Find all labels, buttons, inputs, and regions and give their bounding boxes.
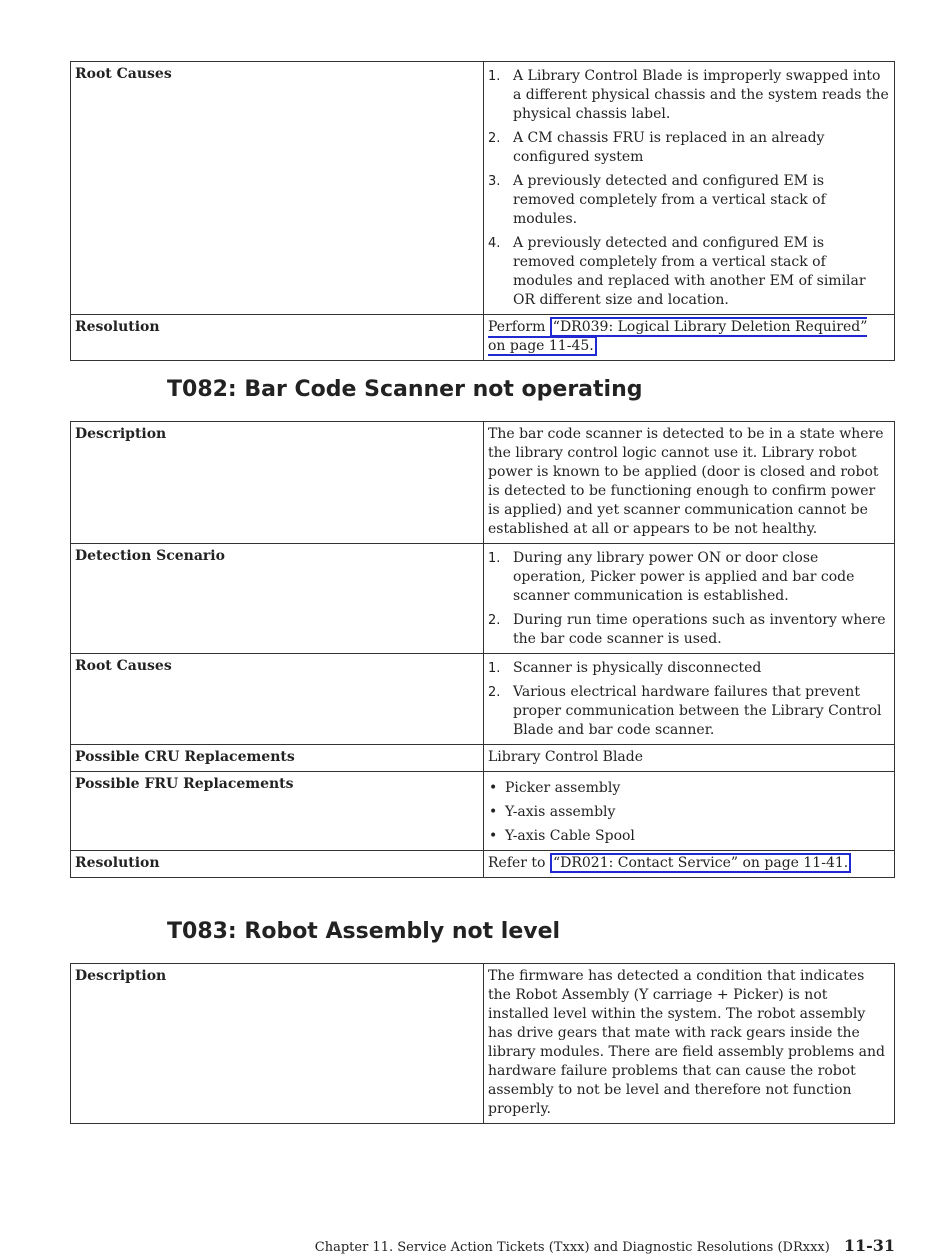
table-row bbox=[71, 544, 895, 654]
page-number: 11-31 bbox=[843, 1236, 895, 1255]
table-row: Resolution Refer to “DR021: Contact Service” on page 11-41. bbox=[71, 851, 895, 878]
root-causes-list bbox=[488, 67, 889, 310]
list-item: • Y-axis Cable Spool bbox=[489, 828, 635, 844]
list-item: 1. Scanner is physically disconnected bbox=[488, 660, 762, 676]
description-text: The firmware has detected a condition that indicates the Robot Assembly (Y carriage + Picker) is not installed level within the system. The robot assembly has drive gears that mate with rack gears inside the library modules. There are field assembly problems and hardware failure problems that can cause the robot assembly to not be level and therefore not function properly. bbox=[484, 964, 895, 1124]
page-footer bbox=[315, 1236, 895, 1255]
table-row bbox=[71, 772, 895, 851]
root-causes-label: Root Causes bbox=[71, 62, 484, 315]
resolution-label: Resolution bbox=[71, 851, 484, 878]
list-item: 2. Various electrical hardware failures that prevent proper communication between the Library Control Blade and bar code scanner. bbox=[488, 684, 882, 738]
root-causes-label: Root Causes bbox=[71, 654, 484, 745]
detection-list bbox=[488, 549, 889, 649]
section-title-t082: T082: Bar Code Scanner not operating bbox=[167, 377, 643, 402]
dr021-link[interactable]: “DR021: Contact Service” on page 11-41. bbox=[550, 853, 851, 873]
table-row bbox=[71, 654, 895, 745]
table-row bbox=[71, 422, 895, 544]
description-label: Description bbox=[71, 964, 484, 1124]
list-item: 3. A previously detected and configured EM is removed completely from a vertical stack of modules. bbox=[488, 173, 826, 227]
list-item: • Y-axis assembly bbox=[489, 804, 616, 820]
table-row bbox=[71, 964, 895, 1124]
list-item: 1. A Library Control Blade is improperly swapped into a different physical chassis and the system reads the physical chassis label. bbox=[488, 68, 889, 122]
list-item: 1. During any library power ON or door close operation, Picker power is applied and bar code scanner communication is established. bbox=[488, 550, 855, 604]
cru-value: Library Control Blade bbox=[484, 745, 895, 772]
table-t081-continued bbox=[70, 61, 895, 361]
description-text: The bar code scanner is detected to be in a state where the library control logic cannot use it. Library robot power is known to be applied (door is closed and robot is detected to be functioning enough to confirm power is applied) and yet scanner communication cannot be established at all or appears to be not healthy. bbox=[484, 422, 895, 544]
detection-scenario-label: Detection Scenario bbox=[71, 544, 484, 654]
fru-label: Possible FRU Replacements bbox=[71, 772, 484, 851]
table-row bbox=[71, 745, 895, 772]
table-row bbox=[71, 62, 895, 315]
root-causes-list bbox=[488, 659, 889, 740]
table-t082 bbox=[70, 421, 895, 878]
fru-list bbox=[488, 779, 889, 846]
chapter-title: Chapter 11. Service Action Tickets (Txxx) and Diagnostic Resolutions (DRxxx) bbox=[314, 1240, 830, 1255]
table-t083 bbox=[70, 963, 895, 1124]
list-item: 4. A previously detected and configured EM is removed completely from a vertical stack of modules and replaced with another EM of similar OR different size and location. bbox=[488, 235, 866, 308]
dr039-link[interactable]: “DR039: Logical Library Deletion Required” on page 11-45. bbox=[488, 319, 868, 354]
list-item: 2. A CM chassis FRU is replaced in an already configured system bbox=[488, 130, 825, 165]
description-label: Description bbox=[71, 422, 484, 544]
section-title-t083: T083: Robot Assembly not level bbox=[167, 919, 561, 944]
table-row: Resolution Perform “DR039: Logical Library Deletion Required” on page 11-45. bbox=[71, 315, 895, 361]
cru-label: Possible CRU Replacements bbox=[71, 745, 484, 772]
resolution-label: Resolution bbox=[71, 315, 484, 361]
list-item: 2. During run time operations such as inventory where the bar code scanner is used. bbox=[488, 612, 886, 647]
list-item: • Picker assembly bbox=[489, 780, 621, 796]
